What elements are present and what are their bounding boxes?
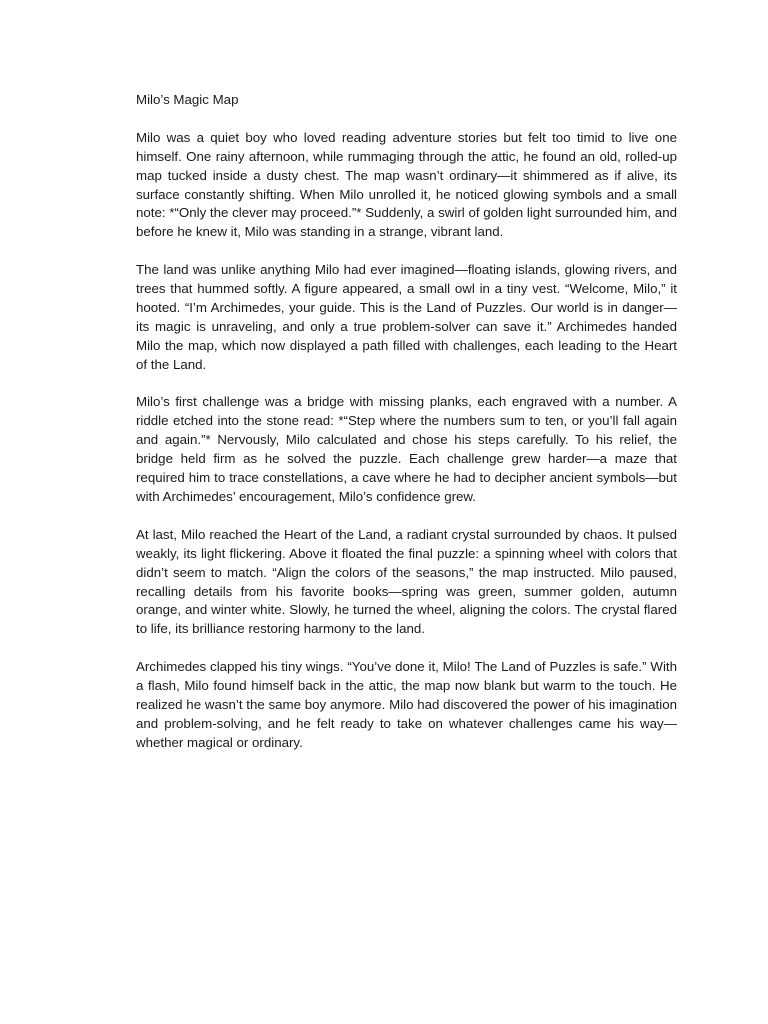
document-title: Milo’s Magic Map bbox=[136, 92, 239, 107]
paragraph-1: Milo was a quiet boy who loved reading adventure stories but felt too timid to live one himself. One rainy afternoon, while rummaging through the attic, he found an old, rolled-up map tucked inside a dusty chest. The map wasn’t ordinary—it shimmered as if alive, its surface constantly shifting. When Milo unrolled it, he noticed glowing symbols and a small note: *“Only the clever may proceed.”* Suddenly, a swirl of golden light surrounded him, and before he knew it, Milo was standing in a strange, vibrant land. bbox=[136, 129, 677, 240]
document-body bbox=[136, 91, 677, 772]
paragraph-3: Milo’s first challenge was a bridge with missing planks, each engraved with a number. A riddle etched into the stone read: *“Step where the numbers sum to ten, or you’ll fall again and again.”* Nervously, Milo calculated and chose his steps carefully. To his relief, the bridge held firm as he solved the puzzle. Each challenge grew harder—a maze that required him to trace constellations, a cave where he had to decipher ancient symbols—but with Archimedes’ encouragement, Milo’s confidence grew. bbox=[136, 394, 677, 504]
paragraph-2: The land was unlike anything Milo had ever imagined—floating islands, glowing rivers, and trees that hummed softly. A figure appeared, a small owl in a tiny vest. “Welcome, Milo,” it hooted. “I’m Archimedes, your guide. This is the Land of Puzzles. Our world is in danger—its magic is unraveling, and only a true problem-solver can save it.” Archimedes handed Milo the map, which now displayed a path filled with challenges, each leading to the Heart of the Land. bbox=[136, 262, 677, 372]
paragraph-4: At last, Milo reached the Heart of the Land, a radiant crystal surrounded by chaos. It pulsed weakly, its light flickering. Above it floated the final puzzle: a spinning wheel with colors that didn’t seem to match. “Align the colors of the seasons,” the map instructed. Milo paused, recalling details from his favorite books—spring was green, summer golden, autumn orange, and winter white. Slowly, he turned the wheel, aligning the colors. The crystal flared to life, its brilliance restoring harmony to the land. bbox=[136, 526, 677, 637]
paragraph-5: Archimedes clapped his tiny wings. “You’ve done it, Milo! The Land of Puzzles is safe.” With a flash, Milo found himself back in the attic, the map now blank but warm to the touch. He realized he wasn’t the same boy anymore. Milo had discovered the power of his imagination and problem-solving, and he felt ready to take on whatever challenges came his way—whether magical or ordinary. bbox=[136, 659, 677, 750]
